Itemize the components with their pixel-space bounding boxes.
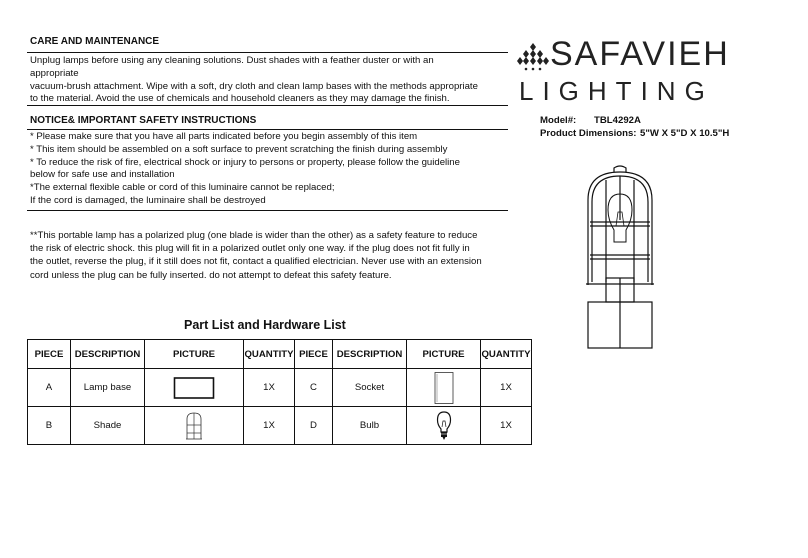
care-line: appropriate <box>30 67 79 79</box>
safety-line: * Please make sure that you have all parts indicated before you begin assembly of this item <box>30 131 418 142</box>
safety-line: * To reduce the risk of fire, electrical shock or injury to persons or property, please follow the guideline <box>30 156 460 168</box>
piece-cell: C <box>295 369 333 407</box>
socket-drawing <box>433 371 455 405</box>
model-value: TBL4292A <box>594 115 641 126</box>
dims-label: Product Dimensions: <box>540 128 637 139</box>
picture-cell <box>145 407 244 445</box>
safety-line: *The external flexible cable or cord of this luminaire cannot be replaced; <box>30 182 335 194</box>
description-cell: Bulb <box>333 407 407 445</box>
plug-notice <box>30 229 510 282</box>
description-cell: Socket <box>333 369 407 407</box>
parts-title: Part List and Hardware List <box>184 318 346 332</box>
description-cell: Lamp base <box>71 369 145 407</box>
bulb-drawing <box>436 411 452 441</box>
safety-line: below for safe use and installation <box>30 169 175 181</box>
care-bottom-rule <box>27 105 508 106</box>
piece-cell: A <box>28 369 71 407</box>
brand-name-bottom: LIGHTING <box>519 76 714 106</box>
quantity-cell: 1X <box>481 407 532 445</box>
col-description: DESCRIPTION <box>71 340 145 369</box>
parts-table <box>27 339 532 445</box>
col-quantity: QUANTITY <box>481 340 532 369</box>
col-picture: PICTURE <box>407 340 481 369</box>
brand-name-top: SAFAVIEH <box>550 35 730 73</box>
caged-table-lamp-drawing <box>570 160 670 350</box>
safety-bottom-rule <box>27 210 508 211</box>
care-heading-rule <box>27 52 508 53</box>
col-description: DESCRIPTION <box>333 340 407 369</box>
picture-cell <box>407 369 481 407</box>
quantity-cell: 1X <box>244 369 295 407</box>
care-line: vacuum-brush attachment. Wipe with a soft, dry cloth and clean lamp bases with the methods appropriate <box>30 80 478 92</box>
picture-cell <box>407 407 481 445</box>
diamond-dots-logo-icon <box>517 42 549 72</box>
safety-heading: NOTICE& IMPORTANT SAFETY INSTRUCTIONS <box>30 115 257 126</box>
plug-notice-line: cord unless the plug can be fully inserted. do not attempt to defeat this safety feature. <box>30 269 392 281</box>
parts-header-row <box>28 340 532 369</box>
col-picture: PICTURE <box>145 340 244 369</box>
col-piece: PIECE <box>295 340 333 369</box>
dims-value: 5"W X 5"D X 10.5"H <box>640 128 730 139</box>
plug-notice-line: the risk of electric shock. this plug will fit in a polarized outlet only one way. if the plug does not fit fully in <box>30 243 470 255</box>
lamp-base-drawing <box>173 376 215 400</box>
safety-heading-rule <box>27 129 508 130</box>
description-cell: Shade <box>71 407 145 445</box>
table-row <box>28 369 532 407</box>
col-piece: PIECE <box>28 340 71 369</box>
care-heading: CARE AND MAINTENANCE <box>30 36 160 47</box>
plug-notice-line: the outlet, reverse the plug, if it still does not fit, contact a qualified electrician. Never use with an extension <box>30 256 482 268</box>
model-label: Model#: <box>540 115 577 126</box>
safety-text <box>30 131 510 208</box>
care-line: Unplug lamps before using any cleaning solutions. Dust shades with a feather duster or with an <box>30 55 434 66</box>
shade-drawing <box>185 411 203 441</box>
piece-cell: D <box>295 407 333 445</box>
quantity-cell: 1X <box>244 407 295 445</box>
safety-line: * This item should be assembled on a soft surface to prevent scratching the finish during assembly <box>30 143 448 155</box>
col-quantity: QUANTITY <box>244 340 295 369</box>
care-text <box>30 55 510 106</box>
picture-cell <box>145 369 244 407</box>
piece-cell: B <box>28 407 71 445</box>
table-row <box>28 407 532 445</box>
care-line: to the material. Avoid the use of chemicals and household cleaners as they may damage the finish. <box>30 93 450 105</box>
safety-line: If the cord is damaged, the luminaire shall be destroyed <box>30 194 266 206</box>
plug-notice-line: **This portable lamp has a polarized plug (one blade is wider than the other) as a safety feature to reduce <box>30 230 478 241</box>
quantity-cell: 1X <box>481 369 532 407</box>
